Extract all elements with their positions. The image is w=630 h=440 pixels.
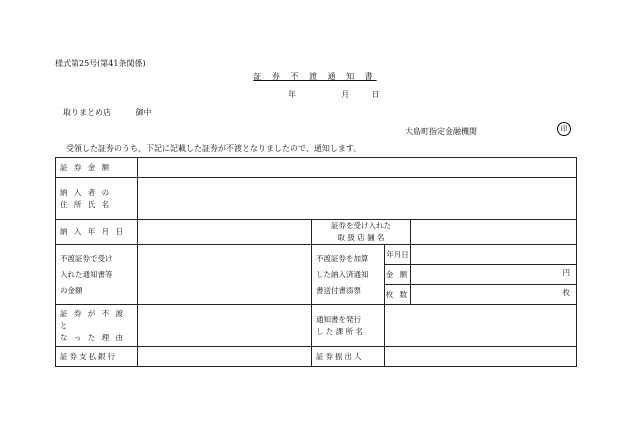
form-number: 様式第25号(第41条関係)	[55, 59, 146, 68]
paying-bank-field[interactable]	[138, 347, 312, 367]
issuing-section-label: 通知書を発行 し た 課 所 名	[312, 305, 385, 347]
date-day: 日	[371, 90, 380, 99]
yen-unit: 円	[562, 268, 570, 277]
count-sub-label: 枚 数	[385, 285, 411, 305]
payer-label: 納 入 者 の 住 所 氏 名	[56, 178, 138, 220]
notice-table	[55, 157, 577, 367]
addressee	[63, 107, 152, 118]
drawer-label: 証券振出人	[312, 347, 385, 367]
receiving-branch-label: 証券を受け入れた 取 扱 店 舗 名	[312, 220, 411, 245]
amount-sub-label: 金 額	[385, 265, 411, 285]
reason-label: 証 券 が 不 渡 と な っ た 理 由	[56, 305, 138, 347]
addressee-label: 取りまとめ店	[63, 108, 111, 117]
date-sub-label: 年月日	[385, 245, 411, 265]
seal-icon: 印	[557, 122, 571, 136]
addressee-honorific: 御中	[135, 108, 152, 117]
reason-field[interactable]	[138, 305, 312, 347]
intro-text: 受領した証券のうち、下記に記載した証券が不渡となりましたので、通知します。	[66, 144, 362, 153]
paying-bank-label: 証券支払銀行	[56, 347, 138, 367]
count-sub-field[interactable]	[411, 285, 577, 305]
dishonored-amount-field[interactable]	[138, 245, 312, 305]
amount-sub-field[interactable]	[411, 265, 577, 285]
receiving-branch-field[interactable]	[411, 220, 577, 245]
amount-label: 証 券 金 額	[56, 158, 138, 178]
drawer-field[interactable]	[385, 347, 577, 367]
payment-date-field[interactable]	[138, 220, 312, 245]
payer-field[interactable]	[138, 178, 577, 220]
issuer-name: 大島町指定金融機関	[405, 127, 477, 136]
attached-notice-label: 不渡証券を加算 した納入済通知 書送付書添票	[312, 245, 385, 305]
date-sub-field[interactable]	[411, 245, 577, 265]
payment-date-label: 納 入 年 月 日	[56, 220, 138, 245]
issuing-section-field[interactable]	[385, 305, 577, 347]
dishonored-amount-label: 不渡証券で受け 入れた通知書等 の金額	[56, 245, 138, 305]
date-month: 月	[341, 90, 350, 99]
count-unit: 枚	[562, 288, 570, 297]
issue-date	[288, 89, 380, 100]
amount-field[interactable]	[138, 158, 577, 178]
form-title: 証 券 不 渡 通 知 書	[253, 72, 377, 81]
date-year: 年	[288, 90, 296, 99]
